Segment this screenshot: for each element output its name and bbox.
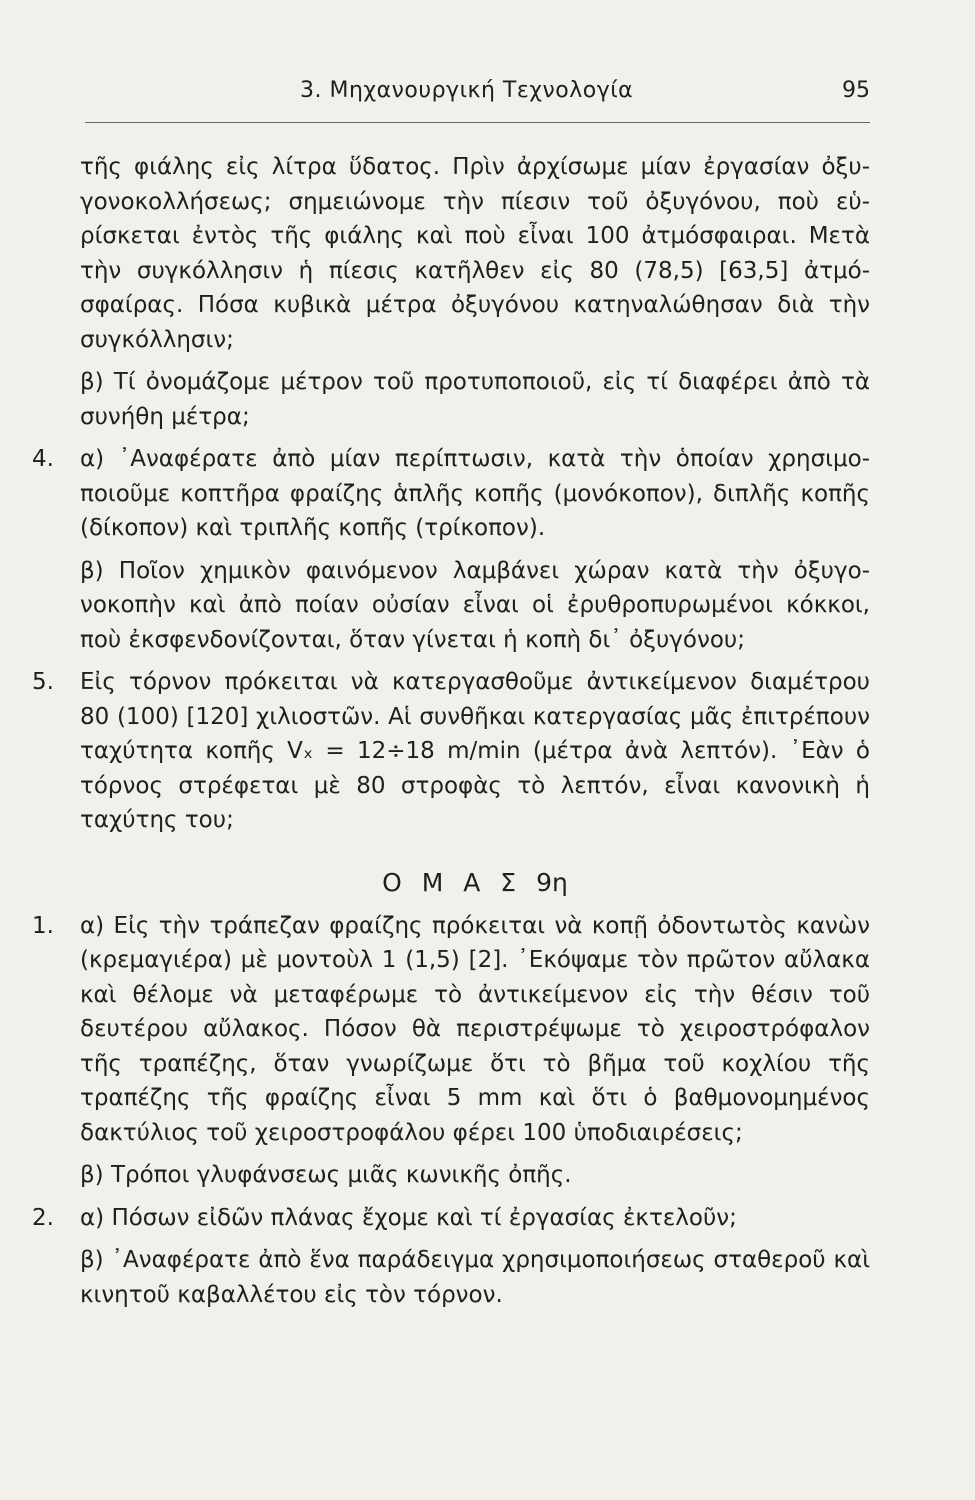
- paragraph-prototype-meter: β) Τί ὀνομάζομε μέτρον τοῦ προτυποποιοῦ, εἰς τί διαφέρει ἀπὸ τὰ συνήθη μέτρα;: [80, 369, 870, 430]
- question-4a: α) ᾿Αναφέρατε ἀπὸ μίαν περίπτωσιν, κατὰ τὴν ὁποίαν χρησιμοποιοῦμε κοπτῆρα φραίζης ἁπλῆς κοπῆς (μονόκοπον), διπλῆς κοπῆς (δίκοπον) καὶ τριπλῆς κοπῆς (τρίκοπον).: [80, 446, 870, 541]
- header-rule: [85, 122, 870, 123]
- group-question-2: [32, 1201, 870, 1313]
- question-number: 4.: [32, 446, 54, 472]
- chapter-title: 3. Μηχανουργική Τεχνολογία: [300, 78, 634, 103]
- question-5-text: Εἰς τόρνον πρόκειται νὰ κατεργασθοῦμε ἀντικείμενον διαμέτρου 80 (100) [120] χιλιοστῶν. Αἱ συνθῆκαι κατεργασίας μᾶς ἐπιτρέπουν ταχύτητα κοπῆς Vₓ = 12÷18 m/min (μέτρα ἀνὰ λεπτόν). ᾿Εὰν ὁ τόρνος στρέφεται μὲ 80 στροφὰς τὸ λεπτόν, εἶναι κανονικὴ ἡ ταχύτης του;: [80, 669, 870, 833]
- page-number: 95: [842, 78, 870, 103]
- section-title: Ο Μ Α Σ: [382, 867, 523, 897]
- group-question-1a: α) Εἰς τὴν τράπεζαν φραίζης πρόκειται νὰ κοπῇ ὀδοντωτὸς κανὼν (κρεμαγιέρα) μὲ μοντοὺλ 1 (1,5) [2]. ᾿Εκόψαμε τὸν πρῶτον αὔλακα καὶ θέλομε νὰ μεταφέρωμε τὸ ἀντικείμενον εἰς τὴν θέσιν τοῦ δευτέρου αὔλακος. Πόσον θὰ περιστρέψωμε τὸ χειροστρόφαλον τῆς τραπέζης, ὅταν γνωρίζωμε ὅτι τὸ βῆμα τοῦ κοχλίου τῆς τραπέζης τῆς φραίζης εἶναι 5 mm καὶ ὅτι ὁ βαθμονομημένος δακτύλιος τοῦ χειροστροφάλου φέρει 100 ὑποδιαιρέσεις;: [80, 912, 870, 1146]
- section-number: 9η: [536, 867, 568, 897]
- question-4: [32, 442, 870, 657]
- question-number: 1.: [32, 912, 54, 939]
- group-question-1b: β) Τρόποι γλυφάνσεως μιᾶς κωνικῆς ὀπῆς.: [80, 1162, 572, 1188]
- group-question-1: [32, 909, 870, 1193]
- paragraph-oxygen-question: τῆς φιάλης εἰς λίτρα ὕδατος. Πρὶν ἀρχίσωμε μίαν ἐργασίαν ὀξυγονοκολλήσεως; σημειώνομε τὴν πίεσιν τοῦ ὀξυγόνου, ποὺ εὑρίσκεται ἐντὸς τῆς φιάλης καὶ ποὺ εἶναι 100 ἀτμόσφαιραι. Μετὰ τὴν συγκόλλησιν ἡ πίεσις κατῆλθεν εἰς 80 (78,5) [63,5] ἀτμόσφαίρας. Πόσα κυβικὰ μέτρα ὀξυγόνου κατηναλώθησαν διὰ τὴν συγκόλλησιν;: [80, 154, 870, 353]
- running-header: [75, 78, 875, 118]
- question-4b: β) Ποῖον χημικὸν φαινόμενον λαμβάνει χώραν κατὰ τὴν ὀξυγονοκοπὴν καὶ ἀπὸ ποίαν οὐσίαν εἶναι οἱ ἐρυθροπυρωμένοι κόκκοι, ποὺ ἐκσφενδονίζονται, ὅταν γίνεται ἡ κοπὴ δι᾿ ὀξυγόνου;: [80, 557, 870, 653]
- group-question-2b: β) ᾿Αναφέρατε ἀπὸ ἕνα παράδειγμα χρησιμοποιήσεως σταθεροῦ καὶ κινητοῦ καβαλλέτου εἰς τὸν τόρνον.: [80, 1247, 870, 1308]
- question-number: 5.: [32, 669, 54, 695]
- section-heading: [80, 868, 870, 897]
- question-5: [32, 665, 870, 838]
- question-number: 2.: [32, 1204, 54, 1231]
- group-question-2a: α) Πόσων εἰδῶν πλάνας ἔχομε καὶ τί ἐργασίας ἐκτελοῦν;: [80, 1204, 737, 1231]
- page-body: [32, 150, 870, 1320]
